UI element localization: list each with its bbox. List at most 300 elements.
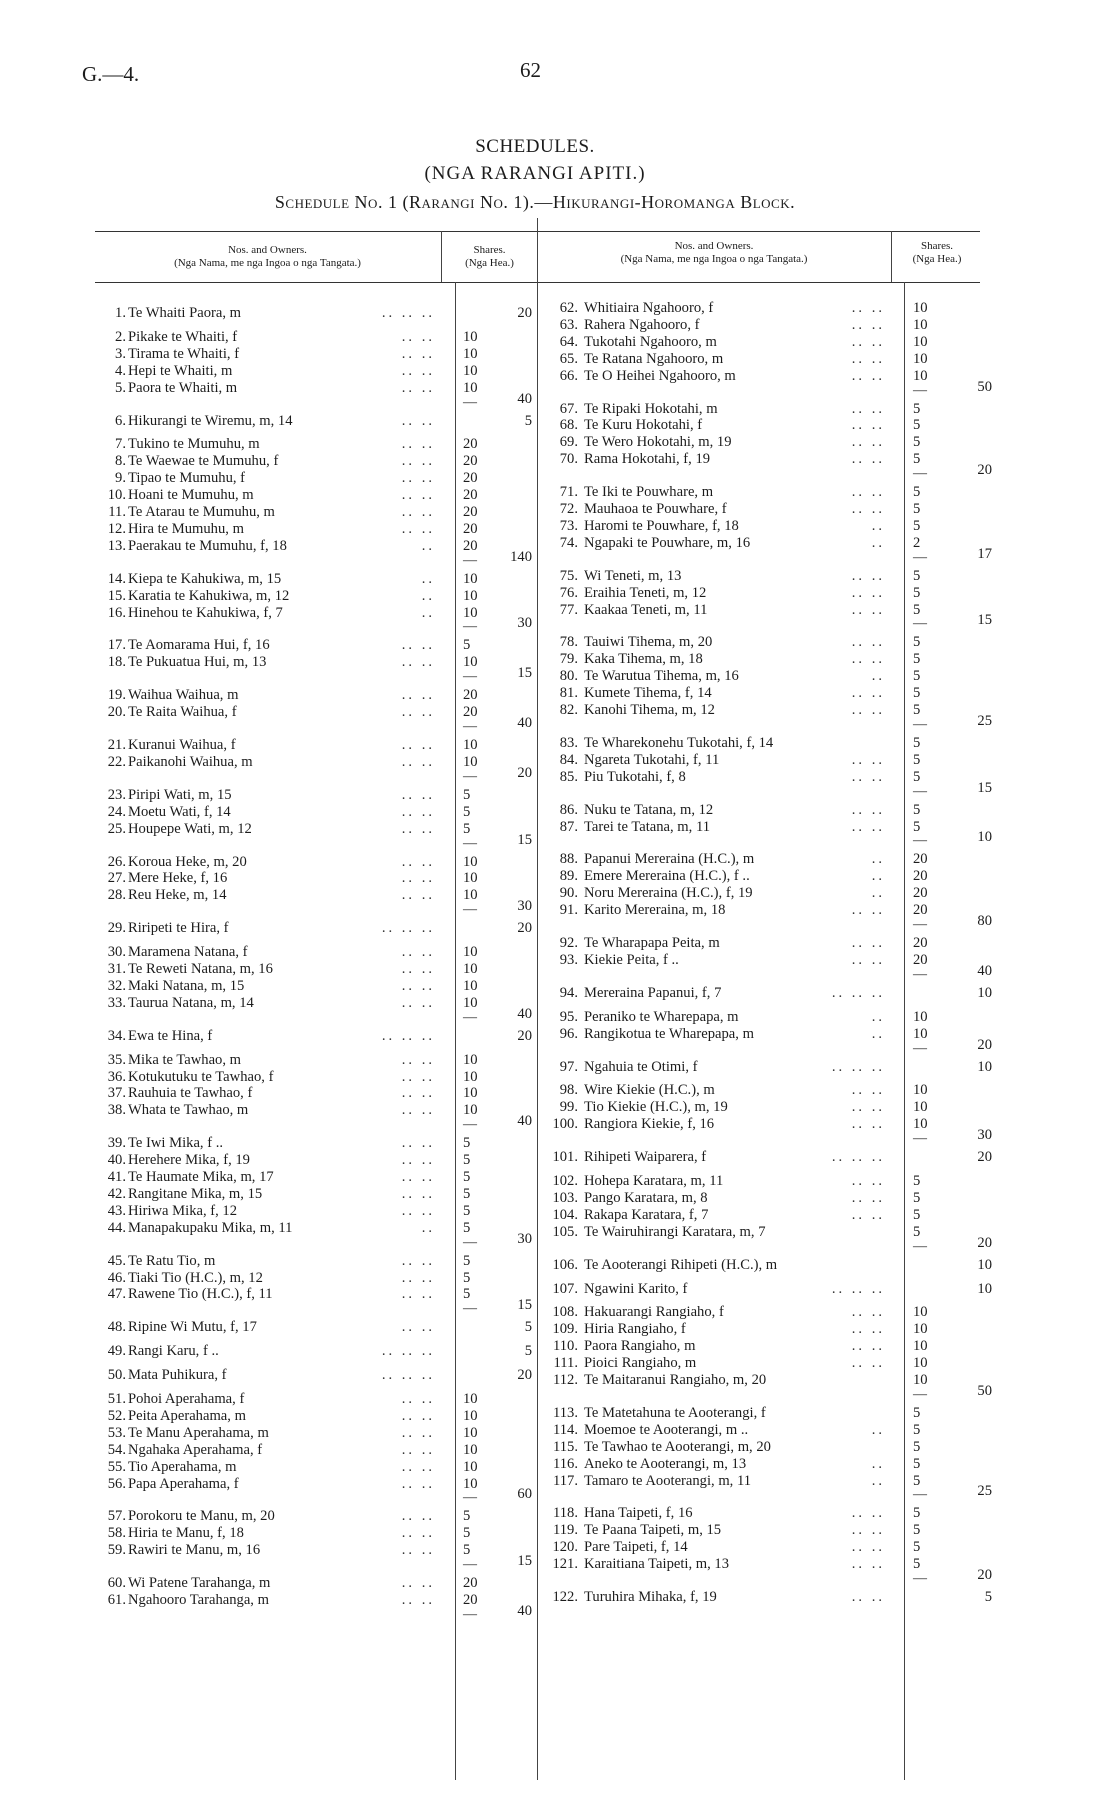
share-value: 5 <box>463 1202 471 1219</box>
group-total: 50 <box>977 378 992 395</box>
owner-number: 102. <box>552 1173 578 1189</box>
owner-number: 2. <box>115 328 126 345</box>
subtotal-dash: — <box>463 552 477 568</box>
share-value: 5 <box>913 651 921 668</box>
group-total: 80 <box>977 913 992 929</box>
owner-number: 120. <box>552 1539 578 1556</box>
share-value: 20 <box>913 951 928 968</box>
owner-name: Riripeti te Hira, f <box>128 920 229 937</box>
share-total: 5 <box>984 1589 992 1605</box>
group-total: 40 <box>517 1005 532 1022</box>
share-value: 5 <box>913 484 921 501</box>
owner-number: 31. <box>107 961 126 977</box>
dot-leader: .. .. <box>401 820 435 837</box>
owner-name: Hohepa Karatara, m, 11 <box>584 1173 724 1189</box>
owner-number: 108. <box>552 1304 578 1321</box>
owner-name: Tarei te Tatana, m, 11 <box>584 818 711 835</box>
maori-title: (NGA RARANGI APITI.) <box>424 163 646 184</box>
dot-leader: .. .. <box>401 1525 435 1542</box>
owner-name: Piu Tukotahi, f, 8 <box>584 768 686 785</box>
dot-leader: .. <box>871 851 885 868</box>
owner-number: 67. <box>559 400 578 417</box>
owner-name: Te Aooterangi Rihipeti (H.C.), m <box>584 1256 778 1273</box>
owner-name: Te Matetahuna te Aooterangi, f <box>584 1404 766 1421</box>
dot-leader: .. <box>871 885 885 902</box>
owner-number: 92. <box>559 935 578 951</box>
owner-name: Hiria te Manu, f, 18 <box>128 1525 244 1542</box>
owner-number: 83. <box>559 734 578 751</box>
share-value: 5 <box>463 637 471 654</box>
owner-number: 39. <box>107 1135 126 1152</box>
dot-leader: .. .. <box>851 300 885 316</box>
dot-leader: .. .. <box>851 1539 885 1556</box>
owner-number: 32. <box>107 977 126 994</box>
owner-number: 51. <box>107 1391 126 1407</box>
owner-name: Tukino te Mumuhu, m <box>128 436 260 453</box>
group-total: 17 <box>977 545 992 562</box>
share-value: 5 <box>463 1152 471 1169</box>
share-value: 10 <box>913 1372 928 1388</box>
share-total: 5 <box>524 1343 532 1360</box>
owner-name: Ngapaki te Pouwhare, m, 16 <box>584 534 751 551</box>
owner-number: 71. <box>559 484 578 501</box>
dot-leader: .. .. <box>401 520 435 537</box>
owner-name: Te Aomarama Hui, f, 16 <box>128 637 270 654</box>
dot-leader: .. .. <box>851 1522 885 1539</box>
owner-name: Karaitiana Taipeti, m, 13 <box>584 1556 730 1573</box>
group-total: 15 <box>517 1553 532 1570</box>
share-value: 10 <box>463 853 478 870</box>
dot-leader: .. .. <box>401 412 435 429</box>
owner-name: Ngawini Karito, f <box>584 1280 688 1297</box>
owner-number: 65. <box>559 350 578 367</box>
share-value: 5 <box>913 668 921 685</box>
group-total: 10 <box>977 829 992 846</box>
share-value: 10 <box>913 1099 928 1116</box>
owner-number: 54. <box>107 1441 126 1458</box>
owner-number: 46. <box>107 1269 126 1286</box>
subtotal-dash: — <box>463 1009 477 1025</box>
dot-leader: .. <box>871 534 885 551</box>
subtotal-dash: — <box>913 1487 927 1503</box>
owner-name: Te Pukuatua Hui, m, 13 <box>128 654 267 671</box>
owner-name: Maramena Natana, f <box>128 944 248 961</box>
share-value: 5 <box>913 1556 921 1573</box>
owner-number: 26. <box>107 853 126 870</box>
dot-leader: .. <box>421 1219 435 1236</box>
owner-name: Moemoe te Aooterangi, m .. <box>584 1421 749 1438</box>
share-value: 5 <box>913 768 921 785</box>
dot-leader: .. .. .. <box>831 1058 885 1075</box>
dot-leader: .. .. <box>401 436 435 453</box>
share-value: 5 <box>463 1135 471 1152</box>
owner-name: Tiaki Tio (H.C.), m, 12 <box>128 1269 263 1286</box>
dot-leader: .. .. <box>851 651 885 668</box>
dot-leader: .. <box>421 587 435 604</box>
dot-leader: .. .. <box>851 951 885 968</box>
owner-number: 62. <box>559 300 578 316</box>
dot-leader: .. <box>871 1008 885 1025</box>
owner-name: Moetu Wati, f, 14 <box>128 803 231 820</box>
owner-name: Taurua Natana, m, 14 <box>128 994 254 1011</box>
subtotal-dash: — <box>463 619 477 635</box>
owner-number: 9. <box>115 470 126 487</box>
subtotal-dash: — <box>463 902 477 918</box>
share-value: 5 <box>913 685 921 702</box>
owner-number: 36. <box>107 1068 126 1085</box>
dot-leader: .. .. <box>851 451 885 468</box>
owner-number: 55. <box>107 1458 126 1475</box>
owner-number: 75. <box>559 567 578 584</box>
owner-number: 109. <box>552 1321 578 1338</box>
dot-leader: .. .. <box>401 803 435 820</box>
share-value: 5 <box>913 1223 921 1240</box>
owner-name: Te Tawhao te Aooterangi, m, 20 <box>584 1438 771 1455</box>
subtotal-dash: — <box>913 1571 927 1586</box>
dot-leader: .. .. <box>401 704 435 721</box>
dot-leader: .. .. <box>851 1556 885 1573</box>
group-total: 140 <box>510 548 532 565</box>
owner-number: 90. <box>559 885 578 902</box>
dot-leader: .. .. <box>851 751 885 768</box>
owner-name: Kiekie Peita, f .. <box>584 951 679 968</box>
owner-number: 22. <box>107 753 126 770</box>
owner-number: 30. <box>107 944 126 961</box>
dot-leader: .. .. <box>401 1185 435 1202</box>
owner-name: Te Wharekonehu Tukotahi, f, 14 <box>584 734 774 751</box>
share-value: 10 <box>463 604 478 621</box>
owner-name: Te Manu Aperahama, m <box>128 1424 269 1441</box>
owner-name: Ripine Wi Mutu, f, 17 <box>128 1319 257 1336</box>
dot-leader: .. .. <box>401 1269 435 1286</box>
owner-number: 68. <box>559 417 578 434</box>
dot-leader: .. .. <box>401 453 435 470</box>
owner-number: 104. <box>552 1206 578 1223</box>
group-total: 40 <box>517 1113 532 1130</box>
share-value: 5 <box>913 567 921 584</box>
subtotal-dash: — <box>463 1490 477 1506</box>
owner-number: 122. <box>552 1589 578 1605</box>
share-value: 10 <box>463 1085 478 1102</box>
group-total: 40 <box>977 962 992 979</box>
owner-number: 37. <box>107 1085 126 1102</box>
dot-leader: .. .. <box>401 1542 435 1559</box>
owners-sublabel: (Nga Nama, me nga Ingoa o nga Tangata.) <box>620 253 808 265</box>
dot-leader: .. .. <box>401 1252 435 1269</box>
share-value: 20 <box>463 1592 478 1608</box>
dot-leader: .. .. .. <box>381 305 435 321</box>
owner-name: Wi Teneti, m, 13 <box>584 567 682 584</box>
dot-leader: .. <box>871 868 885 885</box>
share-value: 10 <box>913 1116 928 1133</box>
share-value: 10 <box>913 1304 928 1321</box>
owner-number: 7. <box>115 436 126 453</box>
share-value: 10 <box>463 1458 478 1475</box>
owner-name: Pango Karatara, m, 8 <box>584 1189 708 1206</box>
owner-name: Hira te Mumuhu, m <box>128 520 244 537</box>
dot-leader: .. .. <box>401 753 435 770</box>
dot-leader: .. .. <box>401 654 435 671</box>
share-value: 5 <box>913 1472 921 1489</box>
share-value: 10 <box>463 1475 478 1492</box>
dot-leader: .. .. <box>851 902 885 919</box>
owner-name: Rihipeti Waiparera, f <box>584 1149 707 1166</box>
shares-sublabel: (Nga Hea.) <box>465 257 514 269</box>
dot-leader: .. .. <box>401 977 435 994</box>
subtotal-dash: — <box>913 382 927 398</box>
owner-number: 106. <box>552 1256 578 1273</box>
owner-name: Herehere Mika, f, 19 <box>128 1152 250 1169</box>
owner-name: Tio Kiekie (H.C.), m, 19 <box>584 1099 728 1116</box>
owner-number: 41. <box>107 1169 126 1185</box>
dot-leader: .. .. <box>851 1589 885 1605</box>
dot-leader: .. .. .. <box>831 1149 885 1166</box>
dot-leader: .. .. <box>851 601 885 618</box>
owner-number: 107. <box>552 1280 578 1297</box>
dot-leader: .. .. <box>851 1321 885 1338</box>
subtotal-dash: — <box>463 1234 477 1250</box>
dot-leader: .. .. <box>851 584 885 601</box>
share-value: 10 <box>463 944 478 961</box>
dot-leader: .. .. <box>401 1458 435 1475</box>
owner-number: 45. <box>107 1252 126 1269</box>
owner-name: Waihua Waihua, m <box>128 687 239 704</box>
owner-number: 118. <box>553 1505 578 1522</box>
owner-name: Te Ripaki Hokotahi, m <box>584 400 718 417</box>
share-value: 20 <box>463 504 478 520</box>
owner-number: 81. <box>559 685 578 702</box>
owner-number: 116. <box>553 1455 578 1472</box>
owner-name: Tirama te Whaiti, f <box>128 345 240 362</box>
owner-number: 4. <box>115 362 126 379</box>
owner-number: 89. <box>559 868 578 885</box>
share-value: 20 <box>913 902 928 919</box>
owner-number: 50. <box>107 1367 126 1384</box>
owner-number: 88. <box>559 851 578 868</box>
owner-name: Pioici Rangiaho, m <box>584 1355 697 1372</box>
owner-number: 43. <box>107 1202 126 1219</box>
share-value: 5 <box>463 1252 471 1269</box>
owner-name: Reu Heke, m, 14 <box>128 887 227 904</box>
group-total: 20 <box>977 462 992 479</box>
owner-number: 98. <box>559 1082 578 1099</box>
dot-leader: .. .. <box>851 316 885 333</box>
owner-number: 47. <box>107 1286 126 1303</box>
share-value: 10 <box>463 977 478 994</box>
owner-number: 61. <box>107 1592 126 1608</box>
dot-leader: .. .. <box>851 484 885 501</box>
group-total: 30 <box>977 1127 992 1144</box>
owner-number: 15. <box>107 587 126 604</box>
owner-name: Te Reweti Natana, m, 16 <box>128 961 273 977</box>
owner-name: Hepi te Whaiti, m <box>128 362 233 379</box>
owner-number: 87. <box>559 818 578 835</box>
owner-name: Piripi Wati, m, 15 <box>128 786 232 803</box>
share-total: 20 <box>517 920 532 937</box>
owner-number: 44. <box>107 1219 126 1236</box>
dot-leader: .. .. .. <box>831 1280 885 1297</box>
dot-leader: .. .. <box>401 362 435 379</box>
owner-number: 110. <box>553 1338 578 1355</box>
owner-number: 42. <box>107 1185 126 1202</box>
owner-name: Paora Rangiaho, m <box>584 1338 696 1355</box>
owner-name: Te Wairuhirangi Karatara, m, 7 <box>584 1223 766 1240</box>
share-value: 5 <box>913 818 921 835</box>
share-value: 10 <box>913 1082 928 1099</box>
dot-leader: .. .. <box>851 434 885 451</box>
owner-number: 58. <box>107 1525 126 1542</box>
owner-name: Hikurangi te Wiremu, m, 14 <box>128 412 293 429</box>
owner-name: Rama Hokotahi, f, 19 <box>584 451 711 468</box>
share-value: 10 <box>913 367 928 384</box>
owner-name: Te Iki te Pouwhare, m <box>584 484 714 501</box>
share-value: 10 <box>463 379 478 396</box>
owner-name: Maki Natana, m, 15 <box>128 977 245 994</box>
group-total: 15 <box>517 831 532 848</box>
owner-name: Rangikotua te Wharepapa, m <box>584 1025 754 1042</box>
share-value: 20 <box>463 453 478 470</box>
owner-name: Te Wharapapa Peita, m <box>584 935 720 951</box>
owner-number: 78. <box>559 634 578 651</box>
share-value: 5 <box>913 751 921 768</box>
owner-number: 35. <box>107 1051 126 1068</box>
share-value: 10 <box>913 1321 928 1338</box>
share-value: 5 <box>463 820 471 837</box>
owners-label: Nos. and Owners. <box>674 240 754 252</box>
dot-leader: .. <box>871 1421 885 1438</box>
owner-number: 60. <box>107 1575 126 1592</box>
owner-number: 115. <box>553 1438 578 1455</box>
owner-number: 48. <box>107 1319 126 1336</box>
share-value: 20 <box>463 470 478 487</box>
share-value: 5 <box>463 786 471 803</box>
share-value: 5 <box>913 734 921 751</box>
group-total: 15 <box>977 612 992 629</box>
share-value: 10 <box>463 994 478 1011</box>
share-value: 20 <box>463 436 478 453</box>
share-value: 20 <box>463 687 478 704</box>
owner-number: 34. <box>107 1027 126 1044</box>
share-value: 5 <box>913 801 921 818</box>
owner-number: 84. <box>559 751 578 768</box>
schedule-heading: Schedule No. 1 (Rarangi No. 1).—Hikurangi-Horomanga Block. <box>274 192 796 212</box>
shares-label: Shares. <box>920 240 954 252</box>
owner-name: Ngahuia te Otimi, f <box>584 1058 698 1075</box>
group-total: 20 <box>977 1036 992 1053</box>
subtotal-dash: — <box>463 768 477 784</box>
owner-name: Kuranui Waihua, f <box>128 737 236 753</box>
owner-name: Mere Heke, f, 16 <box>128 870 228 887</box>
owner-number: 33. <box>107 994 126 1011</box>
dot-leader: .. .. <box>401 470 435 487</box>
dot-leader: .. .. <box>851 1116 885 1133</box>
right-shares-rule <box>904 282 905 1780</box>
dot-leader: .. .. <box>851 1173 885 1189</box>
dot-leader: .. .. <box>401 1508 435 1525</box>
owner-name: Hana Taipeti, f, 16 <box>584 1505 693 1522</box>
owner-number: 64. <box>559 333 578 350</box>
owner-number: 76. <box>559 584 578 601</box>
owner-number: 6. <box>115 412 126 429</box>
owner-name: Tio Aperahama, m <box>128 1458 237 1475</box>
owner-name: Te Iwi Mika, f .. <box>128 1135 224 1152</box>
dot-leader: .. .. <box>401 944 435 961</box>
owner-number: 5. <box>115 379 126 396</box>
owner-name: Rahera Ngahooro, f <box>584 316 700 333</box>
dot-leader: .. <box>871 517 885 534</box>
dot-leader: .. <box>421 604 435 621</box>
owner-name: Pohoi Aperahama, f <box>128 1391 245 1407</box>
dot-leader: .. .. <box>851 567 885 584</box>
dot-leader: .. .. <box>401 1407 435 1424</box>
owner-number: 52. <box>107 1407 126 1424</box>
dot-leader: .. .. <box>401 887 435 904</box>
share-total: 20 <box>977 1149 992 1166</box>
share-value: 2 <box>913 534 921 551</box>
share-value: 10 <box>463 753 478 770</box>
dot-leader: .. .. <box>401 1202 435 1219</box>
dot-leader: .. .. <box>401 1592 435 1608</box>
group-total: 20 <box>517 764 532 781</box>
share-value: 5 <box>913 1539 921 1556</box>
share-value: 20 <box>463 704 478 721</box>
owner-name: Ngahooro Tarahanga, m <box>128 1592 269 1608</box>
owner-number: 20. <box>107 704 126 721</box>
owner-name: Noru Mereraina (H.C.), f, 19 <box>584 885 753 902</box>
owner-number: 103. <box>552 1189 578 1206</box>
share-value: 20 <box>913 868 928 885</box>
subtotal-dash: — <box>463 669 477 685</box>
owner-name: Mata Puhikura, f <box>128 1367 227 1384</box>
share-total: 20 <box>517 305 532 321</box>
right-shares-header <box>892 240 982 266</box>
dot-leader: .. .. <box>401 1169 435 1185</box>
owner-name: Peita Aperahama, m <box>128 1407 246 1424</box>
share-value: 10 <box>463 345 478 362</box>
share-value: 5 <box>913 517 921 534</box>
owner-name: Mereraina Papanui, f, 7 <box>584 984 722 1001</box>
owner-number: 27. <box>107 870 126 887</box>
share-value: 10 <box>463 654 478 671</box>
dot-leader: .. <box>871 1455 885 1472</box>
share-total: 5 <box>524 412 532 429</box>
subtotal-dash: — <box>463 1117 477 1133</box>
dot-leader: .. .. <box>851 1099 885 1116</box>
owner-name: Peraniko te Wharepapa, m <box>584 1008 739 1025</box>
subtotal-dash: — <box>913 1131 927 1147</box>
owner-number: 18. <box>107 654 126 671</box>
owner-number: 93. <box>559 951 578 968</box>
dot-leader: .. .. <box>851 501 885 517</box>
group-total: 20 <box>977 1567 992 1583</box>
owner-name: Papa Aperahama, f <box>128 1475 239 1492</box>
dot-leader: .. .. <box>851 1304 885 1321</box>
owner-number: 94. <box>559 984 578 1001</box>
dot-leader: .. .. .. <box>381 1343 435 1360</box>
owner-name: Paikanohi Waihua, m <box>128 753 253 770</box>
dot-leader: .. .. <box>401 961 435 977</box>
owner-name: Te Kuru Hokotahi, f <box>584 417 703 434</box>
owner-name: Te Paana Taipeti, m, 15 <box>584 1522 722 1539</box>
owner-name: Hoani te Mumuhu, m <box>128 487 254 504</box>
page-number: 62 <box>520 58 541 82</box>
share-value: 5 <box>913 584 921 601</box>
owner-number: 66. <box>559 367 578 384</box>
owner-name: Te Warutua Tihema, m, 16 <box>584 668 739 685</box>
owner-name: Te Ratu Tio, m <box>128 1252 216 1269</box>
share-value: 10 <box>913 300 928 316</box>
share-value: 10 <box>913 1025 928 1042</box>
